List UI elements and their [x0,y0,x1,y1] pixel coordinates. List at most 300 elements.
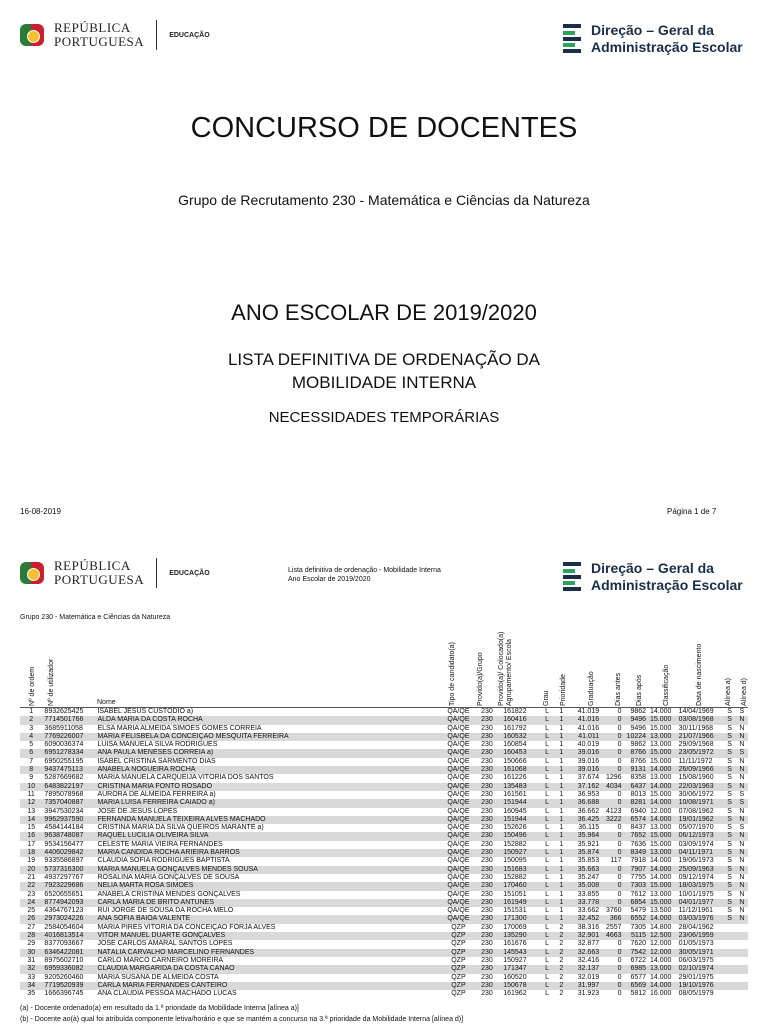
cell-nascimento: 09/12/1974 [678,873,714,881]
cell-classificacao: 15.000 [648,832,677,840]
cell-nascimento: 29/09/1968 [678,741,714,749]
ordering-table [20,708,748,998]
cell-escola: 151683 [501,866,540,874]
cell-ordem: 2 [20,716,42,724]
cell-grau: L [540,932,554,940]
cell-alinea-d: N [739,757,745,765]
table-row [20,957,748,965]
cell-tipo: QA/QE [447,807,470,815]
cell-prioridade: 1 [554,799,568,807]
cell-utilizador: 8932625425 [44,708,84,715]
cell-graduacao: 32.663 [569,949,602,957]
cell-graduacao: 37.162 [569,783,602,791]
cell-nome: ROSALINA MARIA GONÇALVES DE SOUSA [97,873,240,881]
table-row [20,832,748,840]
cell-grupo: 230 [473,799,502,807]
cell-utilizador: 8377093667 [44,940,84,948]
cell-graduacao: 36.115 [578,824,600,832]
table-row [20,882,748,890]
cell-nascimento: 10/01/1975 [678,890,714,898]
cell-ordem: 21 [27,873,36,881]
cell-nascimento: 25/09/1963 [677,866,724,874]
cell-alinea-d: N [739,741,745,749]
cell-escola: 161962 [503,990,527,998]
cell-utilizador: 9437475113 [42,766,95,774]
cell-graduacao: 41.019 [577,708,600,715]
table-header [0,620,768,706]
cell-utilizador: 6520655651 [44,890,84,898]
cell-alinea-a: S [727,807,732,815]
cell-graduacao: 41.011 [569,733,602,741]
cell-tipo: QA/QE [447,857,470,865]
cell-graduacao: 39.016 [577,757,600,765]
cell-alinea-a: S [723,866,735,874]
cell-alinea-a [723,949,735,957]
print-date: 16-08-2019 [20,507,61,516]
cell-graduacao: 32.452 [569,915,602,923]
cell-grau: L [545,840,550,848]
cell-grupo: 230 [481,724,493,732]
cell-utilizador: 4937297767 [44,873,84,881]
cell-nome: CELESTE MARIA VIEIRA FERNANDES [97,840,223,848]
cell-graduacao: 36.425 [569,816,602,824]
cell-dias-apos: 9131 [624,766,648,774]
cell-utilizador: 3685911058 [44,724,83,732]
cell-classificacao: 13.500 [650,907,672,915]
table-row [20,965,748,973]
col-ordem: Nº de ordem [29,666,36,706]
cell-classificacao: 15.000 [648,749,677,757]
cell-nome: ANA CLÁUDIA PESSOA MACHADO LUCAS [97,990,237,998]
logo-line1: REPÚBLICA [54,20,131,35]
cell-nome: CARLO MARCO CARNEIRO MOREIRA [97,956,224,964]
cell-nascimento: 08/05/1979 [678,990,714,998]
cell-nome: ALDA MARIA DA COSTA ROCHA [95,716,444,724]
cell-dias-apos: 8281 [624,799,648,807]
cell-nome: MARIA PIRES VITÓRIA DA CONCEIÇÃO FORJA ALVES [97,923,276,931]
cell-dias-apos: 7652 [624,832,648,840]
cell-nome: MARIA FELISBELA DA CONCEIÇÃO MESQUITA FERREIRA [95,733,444,741]
cell-grau: L [540,982,554,990]
cell-ordem: 1 [29,708,34,715]
col-prioridade: Prioridade [560,674,567,706]
table-row [20,990,748,998]
cell-escola: 151944 [501,816,540,824]
cell-grau: L [545,873,550,881]
cell-dias-antes: 0 [617,956,622,964]
cell-grau: L [545,857,550,865]
list-title-line1: LISTA DEFINITIVA DE ORDENAÇÃO DA [227,350,541,369]
cell-classificacao: 14.000 [650,708,672,715]
cell-tipo: QZP [444,932,473,940]
cell-utilizador: 8975602710 [44,956,84,964]
cell-tipo: QA/QE [444,766,473,774]
cell-nascimento: 06/12/1973 [677,832,724,840]
cell-dias-antes: 2557 [605,923,622,931]
col-utilizador: Nº de utilizador [48,658,55,706]
cell-escola: 161949 [501,899,540,907]
cell-nascimento: 04/01/1977 [677,899,724,907]
cell-dias-apos: 8358 [630,774,647,782]
table-row [20,915,748,923]
cell-nome: JOSÉ DE JESUS LOPES [97,807,178,815]
cell-dias-apos: 7305 [630,923,647,931]
cell-dias-antes: 4663 [601,932,623,940]
cell-utilizador: 7714501766 [42,716,95,724]
cell-dias-apos: 8766 [630,757,647,765]
cell-dias-antes: 0 [617,790,622,798]
table-row [20,949,748,957]
cell-classificacao: 14.000 [648,766,677,774]
cell-ordem: 23 [27,890,36,898]
cell-graduacao: 32.137 [569,965,602,973]
cell-grupo: 230 [481,774,493,782]
cell-ordem: 24 [20,899,42,907]
cell-dias-antes: 0 [617,973,622,981]
cell-dias-antes: 0 [601,766,623,774]
cell-escola: 150927 [501,849,540,857]
cell-grupo: 230 [473,749,502,757]
cell-dias-antes: 0 [601,733,623,741]
cell-alinea-a: S [727,724,732,732]
cell-escola: 170460 [501,882,540,890]
cell-grupo: 230 [473,816,502,824]
cell-ordem: 35 [27,990,36,998]
cell-utilizador: 7357040887 [42,799,95,807]
col-alinea-d: Alínea d) [741,677,748,706]
cell-tipo: QA/QE [444,733,473,741]
cell-prioridade: 2 [554,932,568,940]
col-nome: Nome [97,699,116,706]
cell-escola: 160453 [501,749,540,757]
cell-nome: ANABELA NOGUEIRA ROCHA [95,766,444,774]
cell-prioridade: 1 [554,899,568,907]
cell-grau: L [540,799,554,807]
cell-grau: L [545,940,550,948]
cell-dias-apos: 6552 [624,915,648,923]
cell-prioridade: 1 [554,816,568,824]
table-row [20,741,748,749]
dgae-logo [563,22,743,56]
cell-ordem: 14 [20,816,42,824]
cell-ordem: 4 [20,733,42,741]
cell-prioridade: 2 [554,965,568,973]
table-row [20,874,748,882]
cell-nascimento: 05/07/1970 [678,824,714,832]
cell-alinea-a: S [723,899,735,907]
ministry-label: EDUCAÇÃO [169,31,210,39]
cell-tipo: QZP [444,965,473,973]
cell-dias-apos: 7303 [624,882,648,890]
cell-nome: MARIA MANUELA GONÇALVES MENDES SOUSA [95,866,444,874]
cell-classificacao: 15.000 [650,757,672,765]
cell-utilizador: 9638748087 [42,832,95,840]
dgae-logo-2 [563,560,743,594]
cell-prioridade: 1 [559,774,564,782]
cell-dias-apos: 5812 [630,990,647,998]
cell-graduacao: 35.008 [569,882,602,890]
cell-prioridade: 2 [554,949,568,957]
cell-ordem: 33 [27,973,36,981]
cell-grupo: 230 [481,940,493,948]
cell-tipo: QA/QE [447,774,470,782]
cell-graduacao: 33.855 [577,890,600,898]
cell-prioridade: 2 [554,982,568,990]
cell-utilizador: 7923229686 [42,882,95,890]
col-dias-apos: Dias após [636,674,643,706]
cell-grau: L [545,790,550,798]
cell-tipo: QA/QE [444,799,473,807]
cell-nome: RAQUEL LUCÍLIA OLIVEIRA SILVA [95,832,444,840]
cell-grupo: 230 [473,866,502,874]
table-row [20,940,748,948]
cell-grau: L [545,757,550,765]
cell-prioridade: 1 [559,857,564,865]
cell-alinea-a: S [727,708,732,715]
cell-grupo: 230 [481,956,493,964]
cell-dias-apos: 8349 [624,849,648,857]
cell-graduacao: 41.016 [569,716,602,724]
cell-alinea-d [736,982,748,990]
cell-ordem: 29 [27,940,36,948]
cell-grau: L [540,816,554,824]
cell-prioridade: 1 [559,790,564,798]
cell-grupo: 230 [481,824,493,832]
cell-ordem: 7 [29,757,34,765]
cell-nome: ISABEL JESUS CUSTODIO a) [97,708,194,715]
table-row [20,841,748,849]
cell-utilizador: 7895078968 [44,790,84,798]
cell-dias-antes: 0 [601,982,623,990]
cell-tipo: QZP [451,923,466,931]
cell-alinea-a: S [727,741,732,749]
cell-dias-apos: 10224 [624,733,648,741]
cell-alinea-d: N [739,724,745,732]
cell-dias-apos: 8013 [630,790,647,798]
cell-alinea-a: S [727,757,732,765]
cell-alinea-d [736,974,748,982]
cell-grau: L [545,907,550,915]
cell-escola: 150496 [501,832,540,840]
table-row [20,974,748,982]
cell-escola: 161822 [503,708,527,715]
cell-classificacao: 15.000 [650,790,672,798]
cell-tipo: QA/QE [447,840,470,848]
cell-escola: 171347 [501,965,540,973]
cell-grau: L [545,890,550,898]
cell-classificacao: 14.000 [648,799,677,807]
cell-grupo: 230 [473,716,502,724]
cell-alinea-a: S [723,799,735,807]
cell-tipo: QA/QE [444,915,473,923]
cell-alinea-d: N [736,849,748,857]
cell-prioridade: 1 [554,766,568,774]
cell-alinea-d [736,957,748,965]
cell-ordem: 31 [27,956,36,964]
cell-dias-antes: 0 [601,749,623,757]
cell-escola: 150678 [501,982,540,990]
cell-nome: CLÁUDIA SOFIA RODRIGUES BAPTISTA [97,857,230,865]
cell-nome: CLÁUDIA MARGARIDA DA COSTA CANÃO [95,965,444,973]
cell-ordem: 6 [20,749,42,757]
cell-alinea-a: S [727,873,732,881]
cell-grau: L [545,956,550,964]
cell-alinea-a: S [723,766,735,774]
logo-separator [156,558,157,588]
logo-line2: PORTUGUESA [54,34,145,49]
cell-dias-antes: 3222 [601,816,623,824]
cell-graduacao: 37.674 [577,774,600,782]
cell-alinea-a: S [727,890,732,898]
cell-classificacao: 14.000 [648,915,677,923]
cell-grupo: 230 [481,757,493,765]
cell-escola: 150095 [503,857,527,865]
cell-dias-apos: 7620 [630,940,647,948]
table-row [20,708,748,716]
cell-grupo: 230 [481,857,493,865]
cell-tipo: QA/QE [444,866,473,874]
cell-dias-antes: 0 [601,866,623,874]
cell-nascimento: 19/06/1973 [678,857,714,865]
cell-tipo: QA/QE [444,882,473,890]
cell-alinea-a [723,957,735,965]
cell-grau: L [540,915,554,923]
cell-dias-antes: 0 [617,741,622,749]
dgae-line2: Administração Escolar [591,577,743,593]
cell-graduacao: 35.853 [577,857,600,865]
cell-classificacao: 14.000 [650,973,672,981]
cell-escola: 161676 [503,940,527,948]
cell-utilizador: 7769226007 [42,733,95,741]
cell-prioridade: 2 [559,956,564,964]
col-provido-escola: Provido(a)/ Colocado(a) Agrupamento/ Escola [498,631,513,706]
cell-utilizador: 4016813514 [42,932,95,940]
cell-tipo: QZP [451,940,466,948]
cell-alinea-d [736,940,748,948]
cell-prioridade: 1 [554,716,568,724]
cell-grau: L [540,882,554,890]
cell-escola: 160520 [503,973,527,981]
cell-classificacao: 14.800 [650,923,672,931]
cell-escola: 151944 [501,799,540,807]
cell-grupo: 230 [481,873,493,881]
note-a: (a) - Docente ordenado(a) em resultado da 1.ª prioridade da Mobilidade Interna [alínea a)] [20,1005,299,1012]
cell-escola: 135290 [501,932,540,940]
cell-escola: 160532 [501,733,540,741]
cell-graduacao: 33.662 [577,907,600,915]
cell-utilizador: 4364767123 [44,907,84,915]
cell-tipo: QZP [451,990,466,998]
cell-grau: L [540,849,554,857]
cell-prioridade: 1 [559,907,564,915]
cell-dias-antes: 0 [617,990,622,998]
cell-grupo: 230 [481,741,493,749]
cell-classificacao: 13.000 [650,824,672,832]
cell-classificacao: 15.000 [648,882,677,890]
cell-ordem: 25 [27,907,36,915]
cell-dias-antes: 0 [617,708,622,715]
cell-utilizador: 8774942093 [42,899,95,907]
cell-alinea-a [723,990,735,998]
col-graduacao: Graduação [588,671,595,706]
cell-grupo: 230 [473,965,502,973]
cell-dias-apos: 7907 [624,866,648,874]
table-row [20,733,748,741]
cell-prioridade: 1 [554,915,568,923]
cell-utilizador: 9962937590 [42,816,95,824]
cell-prioridade: 1 [559,824,564,832]
cell-ordem: 15 [27,824,36,832]
cell-nascimento: 06/03/1975 [678,956,714,964]
cell-tipo: QA/QE [444,832,473,840]
cell-utilizador: 4584144184 [44,824,84,832]
cell-tipo: QA/QE [447,824,470,832]
cell-alinea-d [736,990,748,998]
cell-utilizador: 3947530234 [44,807,84,815]
cell-ordem: 20 [20,866,42,874]
cell-grau: L [545,990,550,998]
cell-classificacao: 13.000 [650,741,672,749]
logo-line2: PORTUGUESA [54,572,145,587]
cell-nascimento: 15/08/1960 [678,774,714,782]
cell-tipo: QZP [444,949,473,957]
cell-alinea-a: S [727,774,732,782]
cell-dias-antes: 0 [601,965,623,973]
cell-graduacao: 33.778 [569,899,602,907]
cell-grau: L [545,807,550,815]
cell-nome: VITOR MANUEL DUARTE GONÇALVES [95,932,444,940]
cell-nascimento: 30/05/1971 [677,949,724,957]
cell-alinea-a: S [723,783,735,791]
table-row [20,924,748,932]
cell-prioridade: 1 [554,849,568,857]
cell-graduacao: 31.997 [569,982,602,990]
cell-dias-apos: 7755 [630,873,647,881]
cell-grupo: 230 [473,783,502,791]
cell-graduacao: 35.964 [569,832,602,840]
cell-nascimento: 03/03/1976 [677,915,724,923]
cell-nascimento: 03/09/1974 [678,840,714,848]
cell-classificacao: 12.000 [650,940,672,948]
cell-ordem: 8 [20,766,42,774]
cell-dias-antes: 1296 [605,774,622,782]
cell-prioridade: 1 [559,873,564,881]
cell-tipo: QA/QE [444,749,473,757]
cell-classificacao: 15.000 [648,716,677,724]
cell-tipo: QA/QE [444,849,473,857]
cell-nascimento: 29/01/1975 [678,973,714,981]
cell-alinea-d: N [736,716,748,724]
republica-portuguesa-logo-2 [20,558,210,588]
cell-graduacao: 38.316 [577,923,600,931]
cell-ordem: 12 [20,799,42,807]
cell-utilizador: 9205260460 [44,973,84,981]
col-nascimento: Data de nascimento [696,643,703,706]
cell-alinea-d: S [739,790,745,798]
cell-nascimento: 22/03/1963 [677,783,724,791]
cell-dias-apos: 9496 [624,716,648,724]
cell-grau: L [540,766,554,774]
cell-ordem: 28 [20,932,42,940]
table-row [20,932,748,940]
cell-escola: 151531 [503,907,527,915]
table-row [20,766,748,774]
header-line1: Lista definitiva de ordenação - Mobilidade Interna [288,567,441,574]
cell-classificacao: 15.000 [650,840,672,848]
cell-dias-antes: 3760 [605,907,622,915]
dgae-line1: Direção – Geral da [591,22,714,38]
cell-escola: 171300 [501,915,540,923]
